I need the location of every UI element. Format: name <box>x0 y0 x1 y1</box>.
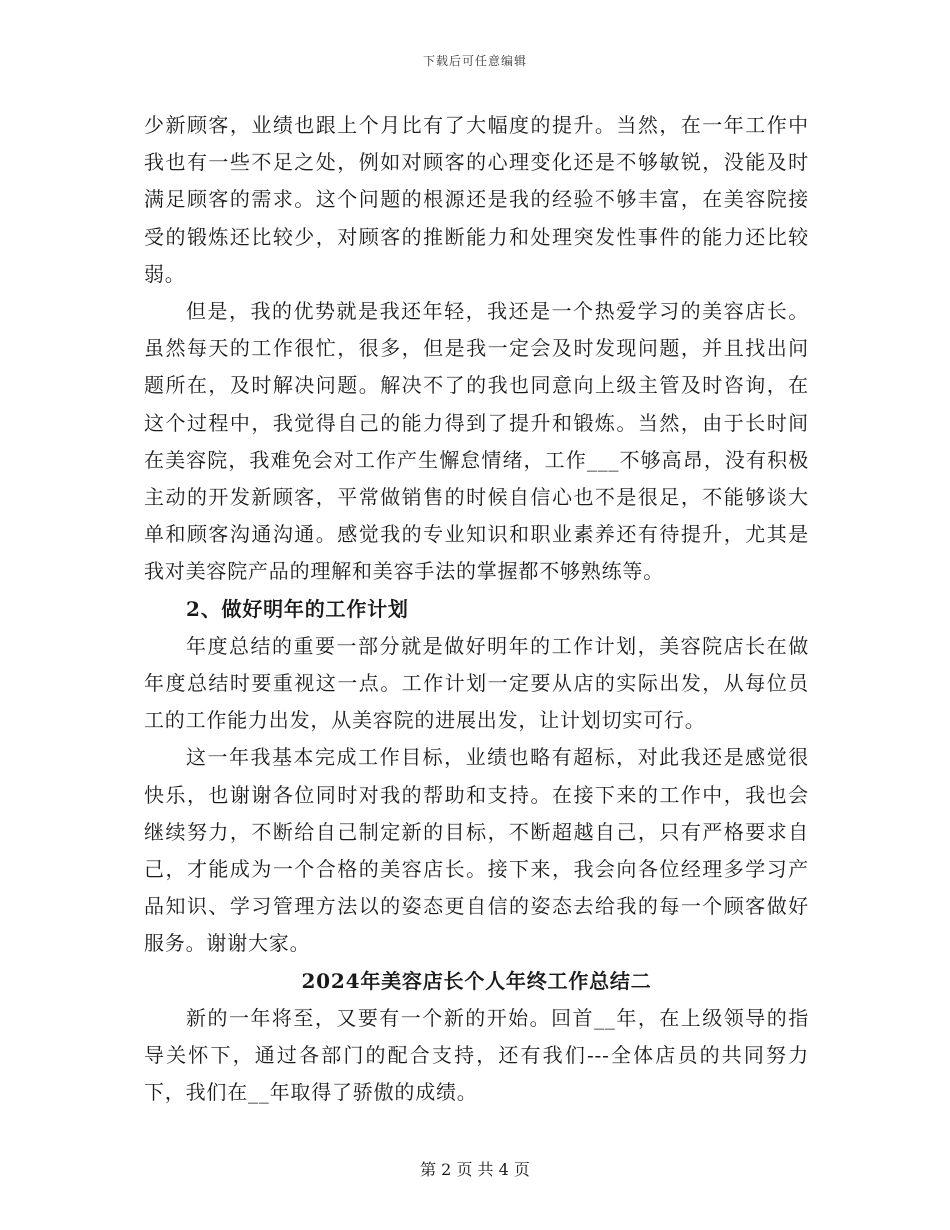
paragraph-1: 少新顾客，业绩也跟上个月比有了大幅度的提升。当然，在一年工作中我也有一些不足之处，例如对顾客的心理变化还是不够敏锐，没能及时满足顾客的需求。这个问题的根源还是我的经验不够丰富，在美容院接受的锻炼还比较少，对顾客的推断能力和处理突发性事件的能力还比较弱。 <box>144 113 809 286</box>
paragraph-3: 年度总结的重要一部分就是做好明年的工作计划，美容院店长在做年度总结时要重视这一点。工作计划一定要从店的实际出发，从每位员工的工作能力出发，从美容院的进展出发，让计划切实可行。 <box>144 633 809 733</box>
paragraph-5: 新的一年将至，又要有一个新的开始。回首__年，在上级领导的指导关怀下，通过各部门的配合支持，还有我们---全体店员的共同努力下，我们在__年取得了骄傲的成绩。 <box>144 1005 809 1105</box>
page-header: 下载后可任意编辑 <box>422 54 527 68</box>
section-heading: 2、做好明年的工作计划 <box>186 596 409 621</box>
document-body <box>144 107 809 1111</box>
paragraph-2: 但是，我的优势就是我还年轻，我还是一个热爱学习的美容店长。虽然每天的工作很忙，很多，但是我一定会及时发现问题，并且找出问题所在，及时解决问题。解决不了的我也同意向上级主管及时咨询，在这个过程中，我觉得自己的能力得到了提升和锻炼。当然，由于长时间在美容院，我难免会对工作产生懈怠情绪，工作___不够高昂，没有积极主动的开发新顾客，平常做销售的时候自信心也不是很足，不能够谈大单和顾客沟通沟通。感觉我的专业知识和职业素养还有待提升，尤其是我对美容院产品的理解和美容手法的掌握都不够熟练等。 <box>144 299 809 584</box>
document-title-2: 2024年美容店长个人年终工作总结二 <box>301 968 652 993</box>
paragraph-4: 这一年我基本完成工作目标，业绩也略有超标，对此我还是感觉很快乐，也谢谢各位同时对我的帮助和支持。在接下来的工作中，我也会继续努力，不断给自己制定新的目标，不断超越自己，只有严格要求自己，才能成为一个合格的美容店长。接下来，我会向各位经理多学习产品知识、学习管理方法以的姿态更自信的姿态去给我的每一个顾客做好服务。谢谢大家。 <box>144 745 809 956</box>
page-footer: 第 2 页 共 4 页 <box>420 1160 530 1179</box>
